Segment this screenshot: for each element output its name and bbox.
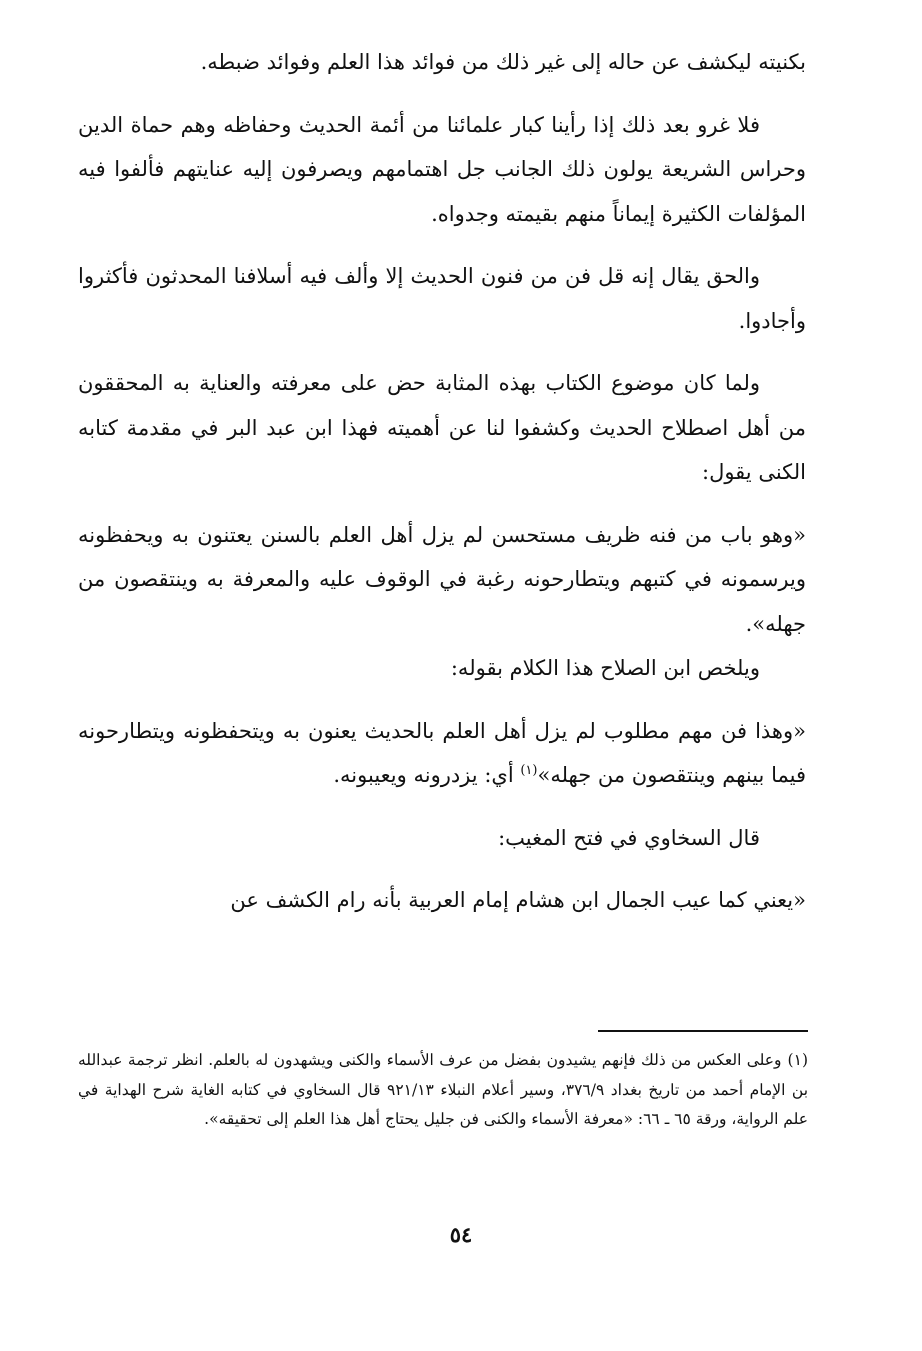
paragraph-sakhawi-intro: قال السخاوي في فتح المغيب: — [498, 825, 760, 850]
quote-ibn-al-salah-gloss: أي: يزدرونه ويعيبونه. — [333, 763, 521, 787]
page-body — [78, 40, 806, 923]
paragraph-scholars: فلا غرو بعد ذلك إذا رأينا كبار علمائنا من أئمة الحديث وحفاظه وهم حماة الدين وحراس الشريعة يولون ذلك الجانب جل اهتمامهم ويصرفون إليه عنايتهم فألفوا فيه المؤلفات الكثيرة إيماناً منهم بقيمته وجدواه. — [78, 112, 806, 226]
paragraph-ibn-al-salah-intro: ويلخص ابن الصلاح هذا الكلام بقوله: — [450, 656, 760, 680]
quote-ibn-abd-al-barr: «وهو باب من فنه ظريف مستحسن لم يزل أهل العلم بالسنن يعتنون به ويحفظونه ويرسمونه في كتبهم ويتطارحونه رغبة في الوقوف عليه والمعرفة به وينتقصون من جهله». — [78, 522, 806, 636]
quote-ibn-al-salah-text: «وهذا فن مهم مطلوب لم يزل أهل العلم بالحديث يعنون به ويتحفظونه ويتطارحونه فيما بينهم وينتقصون من جهله» — [78, 718, 806, 787]
paragraph-ibn-abd-al-barr-intro: ولما كان موضوع الكتاب بهذه المثابة حض على معرفته والعناية به المحققون من أهل اصطلاح الحديث وكشفوا لنا عن أهميته فهذا ابن عبد البر في مقدمة كتابه الكنى يقول: — [78, 371, 806, 484]
footnote-1 — [78, 1046, 808, 1135]
footnote-marker[interactable]: (١) — [520, 763, 538, 778]
quote-sakhawi: «يعني كما عيب الجمال ابن هشام إمام العربية بأنه رام الكشف عن — [230, 888, 806, 912]
paragraph-truth: والحق يقال إنه قل فن من فنون الحديث إلا وألف فيه أسلافنا المحدثون فأكثروا وأجادوا. — [78, 264, 806, 333]
footnote-text: وعلى العكس من ذلك فإنهم يشيدون بفضل من عرف الأسماء والكنى ويشهدون له بالعلم. انظر ترجمة عبدالله بن الإمام أحمد من تاريخ بغداد ٣٧٦/٩، وسير أعلام النبلاء ٩٢١/١٣ قال السخاوي في كتابه الغاية شرح الهداية في علم الرواية، ورقة ٦٥ ـ ٦٦: «معرفة الأسماء والكنى فن جليل يحتاج أهل هذا العلم إلى تحقيقه». — [78, 1051, 809, 1128]
paragraph-continuation: بكنيته ليكشف عن حاله إلى غير ذلك من فوائد هذا العلم وفوائد ضبطه. — [200, 50, 806, 74]
footnotes — [78, 1046, 808, 1135]
quote-ibn-al-salah — [78, 709, 806, 798]
footnote-number: (١) — [787, 1051, 808, 1069]
footnote-separator — [598, 1030, 808, 1032]
page-number: ٥٤ — [449, 1222, 473, 1247]
